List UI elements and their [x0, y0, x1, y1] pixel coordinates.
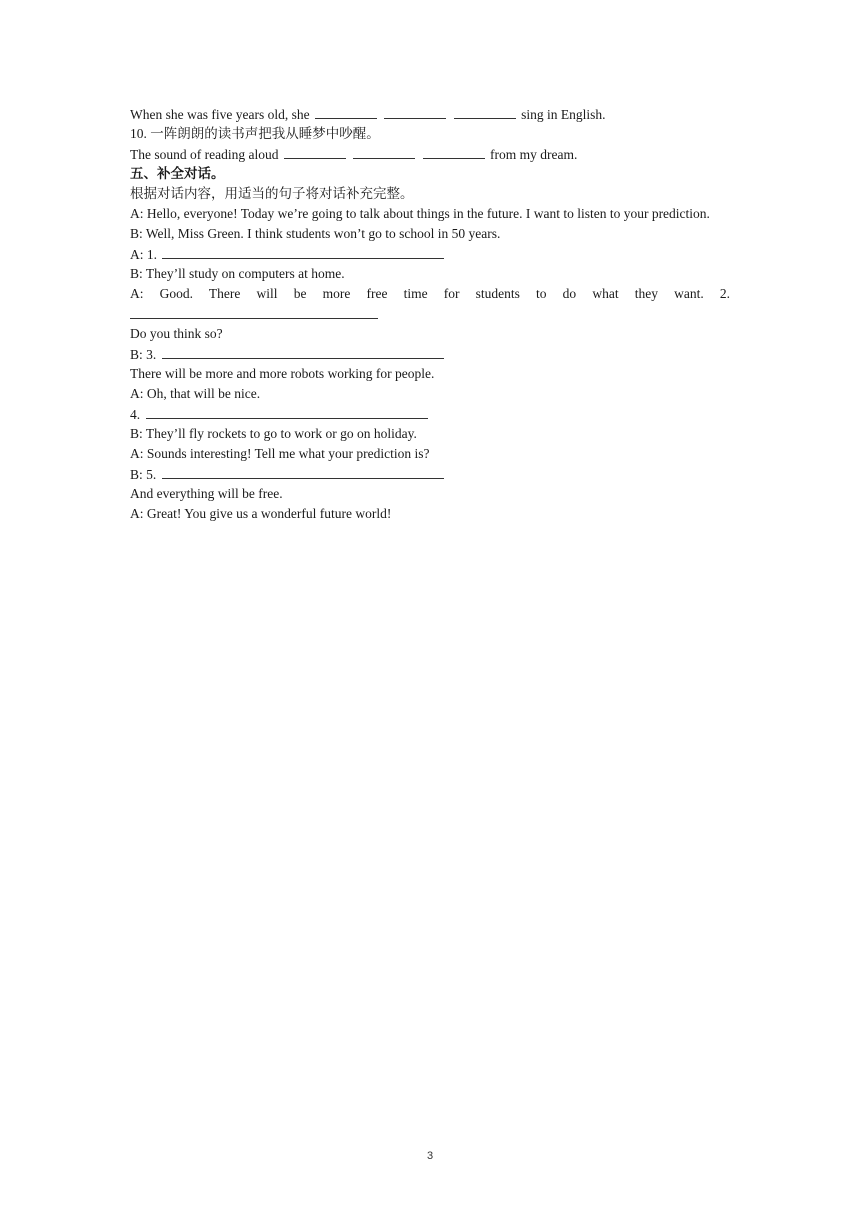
dialogue-line-b3b: There will be more and more robots working for people.: [130, 366, 435, 381]
dialogue-line-b3: [130, 344, 730, 364]
dialogue-line-a2: [130, 244, 730, 264]
section-title: 五、补全对话。: [130, 166, 225, 181]
question-9-line: [130, 104, 730, 124]
question-10-text-before: The sound of reading aloud: [130, 147, 279, 162]
dialogue-line-b4: B: They’ll fly rockets to go to work or go on holiday.: [130, 426, 417, 441]
question-10-line: [130, 144, 730, 164]
dialogue-line-a3b: Do you think so?: [130, 326, 223, 341]
dialogue-line-q4: [130, 404, 730, 424]
answer-blank[interactable]: [384, 104, 446, 119]
dialogue-line-a5: A: Sounds interesting! Tell me what your prediction is?: [130, 446, 430, 461]
page-number: 3: [426, 1150, 434, 1162]
document-body: [130, 104, 730, 524]
answer-blank[interactable]: [454, 104, 516, 119]
dialogue-line-a4: A: Oh, that will be nice.: [130, 386, 261, 401]
section-instruction: 根据对话内容，用适当的句子将对话补充完整。: [130, 186, 414, 201]
dialogue-q4-label: 4.: [130, 407, 141, 422]
dialogue-line-b1: B: Well, Miss Green. I think students won’t go to school in 50 years.: [130, 226, 501, 241]
answer-blank-4[interactable]: [146, 404, 428, 419]
dialogue-b3-label: B: 3.: [130, 347, 157, 362]
dialogue-b5-label: B: 5.: [130, 467, 157, 482]
answer-blank-5[interactable]: [162, 464, 444, 479]
dialogue-line-a6: A: Great! You give us a wonderful future world!: [130, 506, 392, 521]
answer-blank[interactable]: [423, 144, 485, 159]
dialogue-a2-label: A: 1.: [130, 247, 157, 262]
dialogue-line-a3-blank: [130, 304, 730, 324]
answer-blank-2[interactable]: [130, 304, 378, 319]
answer-blank-3[interactable]: [162, 344, 444, 359]
answer-blank[interactable]: [315, 104, 377, 119]
answer-blank[interactable]: [284, 144, 346, 159]
dialogue-line-b5: [130, 464, 730, 484]
dialogue-line-a1: A: Hello, everyone! Today we’re going to talk about things in the future. I want to listen to your prediction.: [130, 206, 710, 221]
question-9-text-after: sing in English.: [521, 107, 606, 122]
question-10-chinese: 10. 一阵朗朗的读书声把我从睡梦中吵醒。: [130, 126, 380, 141]
answer-blank[interactable]: [353, 144, 415, 159]
dialogue-line-b5b: And everything will be free.: [130, 486, 283, 501]
question-9-text-before: When she was five years old, she: [130, 107, 310, 122]
answer-blank-1[interactable]: [162, 244, 444, 259]
question-10-text-after: from my dream.: [489, 147, 578, 162]
dialogue-line-a3: A: Good. There will be more free time for students to do what they want. 2.: [130, 286, 730, 301]
dialogue-line-b2: B: They’ll study on computers at home.: [130, 266, 345, 281]
